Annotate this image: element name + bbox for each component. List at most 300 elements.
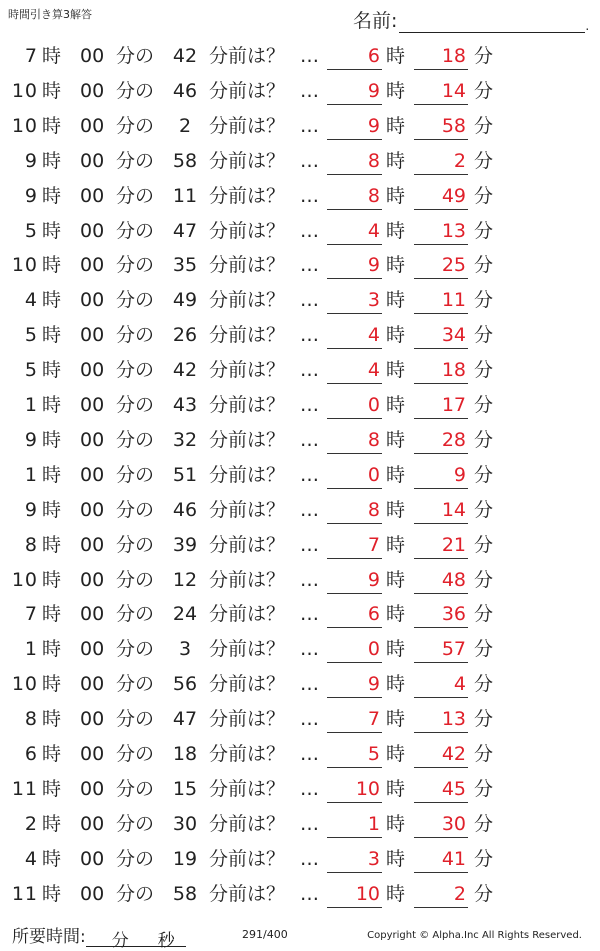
answer-minute-unit: 分	[474, 79, 494, 102]
hour-unit: 時	[42, 498, 62, 521]
problem-hour: 5	[24, 219, 38, 242]
second-unit: 秒	[157, 931, 175, 951]
question-label: 分前は？	[209, 743, 286, 765]
minute-of-label: 分の	[116, 812, 155, 835]
problem-hour: 11	[11, 882, 38, 905]
minute-of-label: 分の	[116, 777, 155, 800]
worksheet-title: 時間引き算3解答	[8, 8, 92, 21]
minute-of-label: 分の	[116, 254, 155, 277]
answer-minute: 36	[414, 601, 468, 628]
question-label: 分前は？	[209, 603, 286, 626]
problem-hour: 10	[11, 79, 38, 102]
problem-minutes-before: 42	[172, 359, 198, 382]
answer-hour: 7	[327, 532, 382, 559]
hour-unit: 時	[42, 708, 62, 731]
copyright: Copyright © Alpha.Inc All Rights Reserved.	[367, 930, 582, 941]
answer-minute-unit: 分	[474, 603, 494, 626]
answer-minute: 45	[414, 776, 468, 803]
answer-hour-unit: 時	[386, 812, 406, 835]
ellipsis: …	[300, 673, 319, 696]
answer-minute-unit: 分	[474, 568, 494, 591]
ellipsis: …	[300, 254, 319, 277]
problem-zero-minutes: 00	[80, 463, 105, 486]
answer-minute-unit: 分	[474, 812, 494, 835]
minute-of-label: 分の	[116, 79, 155, 102]
problem-zero-minutes: 00	[80, 219, 105, 242]
ellipsis: …	[300, 394, 319, 416]
answer-hour: 4	[327, 357, 382, 384]
problem-row	[0, 877, 600, 912]
answer-minute-unit: 分	[474, 428, 494, 451]
ellipsis: …	[300, 79, 319, 102]
problem-minutes-before: 3	[178, 638, 192, 661]
answer-minute: 28	[414, 427, 468, 454]
problem-row	[0, 772, 600, 807]
problem-row	[0, 144, 600, 179]
problem-zero-minutes: 00	[80, 289, 105, 312]
problem-minutes-before: 39	[172, 533, 198, 556]
answer-minute-unit: 分	[474, 847, 494, 870]
problem-row	[0, 737, 600, 772]
answer-minute: 34	[414, 322, 468, 349]
minute-of-label: 分の	[116, 603, 155, 626]
minute-unit: 分	[111, 931, 129, 951]
problem-row	[0, 74, 600, 109]
ellipsis: …	[300, 463, 319, 486]
problem-hour: 11	[11, 777, 38, 800]
question-label: 分前は？	[209, 847, 286, 870]
answer-hour: 0	[327, 392, 382, 419]
answer-hour-unit: 時	[386, 114, 406, 137]
question-label: 分前は？	[209, 708, 286, 731]
answer-hour-unit: 時	[386, 149, 406, 172]
problem-minutes-before: 12	[172, 568, 198, 591]
question-label: 分前は？	[209, 149, 286, 172]
answer-hour: 9	[327, 78, 382, 105]
ellipsis: …	[300, 219, 319, 242]
problem-minutes-before: 46	[172, 498, 198, 521]
answer-hour-unit: 時	[386, 673, 406, 696]
answer-minute: 48	[414, 567, 468, 594]
minute-of-label: 分の	[116, 673, 155, 696]
ellipsis: …	[300, 882, 319, 905]
answer-minute-unit: 分	[474, 45, 494, 67]
problem-zero-minutes: 00	[80, 254, 105, 277]
problem-minutes-before: 42	[172, 45, 198, 67]
problem-row	[0, 702, 600, 737]
problem-hour: 10	[11, 673, 38, 696]
ellipsis: …	[300, 289, 319, 312]
answer-hour: 1	[327, 811, 382, 838]
hour-unit: 時	[42, 149, 62, 172]
answer-minute: 2	[414, 881, 468, 908]
hour-unit: 時	[42, 777, 62, 800]
answer-hour-unit: 時	[386, 568, 406, 591]
problem-zero-minutes: 00	[80, 708, 105, 731]
hour-unit: 時	[42, 812, 62, 835]
problem-hour: 9	[24, 428, 38, 451]
answer-minute-unit: 分	[474, 254, 494, 277]
answer-hour-unit: 時	[386, 394, 406, 416]
problem-zero-minutes: 00	[80, 847, 105, 870]
problem-zero-minutes: 00	[80, 743, 105, 765]
answer-hour-unit: 時	[386, 708, 406, 731]
name-label: 名前:	[353, 10, 398, 32]
answer-minute-unit: 分	[474, 638, 494, 661]
problem-zero-minutes: 00	[80, 812, 105, 835]
ellipsis: …	[300, 149, 319, 172]
problem-row	[0, 353, 600, 388]
answer-minute: 25	[414, 252, 468, 279]
question-label: 分前は？	[209, 254, 286, 277]
answer-hour: 4	[327, 322, 382, 349]
problem-row	[0, 667, 600, 702]
hour-unit: 時	[42, 45, 62, 67]
problem-zero-minutes: 00	[80, 149, 105, 172]
answer-hour: 8	[327, 427, 382, 454]
ellipsis: …	[300, 359, 319, 382]
minute-of-label: 分の	[116, 114, 155, 137]
answer-hour-unit: 時	[386, 533, 406, 556]
answer-hour: 10	[327, 776, 382, 803]
ellipsis: …	[300, 812, 319, 835]
problem-hour: 10	[11, 254, 38, 277]
answer-minute-unit: 分	[474, 777, 494, 800]
problem-hour: 7	[24, 603, 38, 626]
answer-hour-unit: 時	[386, 847, 406, 870]
problem-row	[0, 318, 600, 353]
hour-unit: 時	[42, 743, 62, 765]
question-label: 分前は？	[209, 114, 286, 137]
page-number: 291/400	[242, 928, 288, 941]
answer-hour-unit: 時	[386, 79, 406, 102]
hour-unit: 時	[42, 882, 62, 905]
problem-row	[0, 248, 600, 283]
problem-row	[0, 458, 600, 493]
ellipsis: …	[300, 184, 319, 207]
answer-hour: 3	[327, 846, 382, 873]
answer-hour-unit: 時	[386, 324, 406, 347]
problem-minutes-before: 15	[172, 777, 198, 800]
answer-hour-unit: 時	[386, 463, 406, 486]
ellipsis: …	[300, 603, 319, 626]
answer-minute: 18	[414, 357, 468, 384]
question-label: 分前は？	[209, 394, 286, 416]
problem-row	[0, 597, 600, 632]
ellipsis: …	[300, 498, 319, 521]
minute-of-label: 分の	[116, 638, 155, 661]
question-label: 分前は？	[209, 812, 286, 835]
answer-hour-unit: 時	[386, 498, 406, 521]
answer-minute: 30	[414, 811, 468, 838]
answer-minute-unit: 分	[474, 498, 494, 521]
question-label: 分前は？	[209, 219, 286, 242]
problem-hour: 9	[24, 149, 38, 172]
answer-hour-unit: 時	[386, 254, 406, 277]
answer-hour-unit: 時	[386, 603, 406, 626]
problem-minutes-before: 47	[172, 708, 198, 731]
minute-of-label: 分の	[116, 743, 155, 765]
answer-hour-unit: 時	[386, 219, 406, 242]
answer-minute-unit: 分	[474, 359, 494, 382]
problem-zero-minutes: 00	[80, 324, 105, 347]
hour-unit: 時	[42, 638, 62, 661]
problem-row	[0, 388, 600, 423]
hour-unit: 時	[42, 184, 62, 207]
question-label: 分前は？	[209, 882, 286, 905]
problem-minutes-before: 35	[172, 254, 198, 277]
problem-zero-minutes: 00	[80, 777, 105, 800]
answer-minute-unit: 分	[474, 708, 494, 731]
minute-of-label: 分の	[116, 394, 155, 416]
hour-unit: 時	[42, 394, 62, 416]
minute-of-label: 分の	[116, 708, 155, 731]
answer-hour: 0	[327, 636, 382, 663]
hour-unit: 時	[42, 324, 62, 347]
problem-hour: 1	[24, 463, 38, 486]
problem-minutes-before: 43	[172, 394, 198, 416]
problem-minutes-before: 2	[178, 114, 192, 137]
problem-zero-minutes: 00	[80, 45, 105, 67]
ellipsis: …	[300, 568, 319, 591]
problem-hour: 6	[24, 743, 38, 765]
answer-hour: 4	[327, 218, 382, 245]
minute-of-label: 分の	[116, 149, 155, 172]
problem-minutes-before: 18	[172, 743, 198, 765]
answer-minute-unit: 分	[474, 533, 494, 556]
answer-hour: 9	[327, 567, 382, 594]
ellipsis: …	[300, 638, 319, 661]
problem-zero-minutes: 00	[80, 114, 105, 137]
problem-zero-minutes: 00	[80, 184, 105, 207]
answer-hour-unit: 時	[386, 882, 406, 905]
problem-hour: 8	[24, 533, 38, 556]
question-label: 分前は？	[209, 568, 286, 591]
problem-zero-minutes: 00	[80, 638, 105, 661]
problem-row	[0, 493, 600, 528]
problem-hour: 1	[24, 638, 38, 661]
answer-hour-unit: 時	[386, 45, 406, 67]
minute-of-label: 分の	[116, 533, 155, 556]
answer-hour: 9	[327, 671, 382, 698]
answer-hour-unit: 時	[386, 777, 406, 800]
question-label: 分前は？	[209, 533, 286, 556]
problem-minutes-before: 30	[172, 812, 198, 835]
problem-zero-minutes: 00	[80, 673, 105, 696]
answer-minute: 58	[414, 113, 468, 140]
problem-row	[0, 563, 600, 598]
answer-hour-unit: 時	[386, 743, 406, 765]
problem-zero-minutes: 00	[80, 79, 105, 102]
ellipsis: …	[300, 428, 319, 451]
hour-unit: 時	[42, 847, 62, 870]
answer-minute: 14	[414, 78, 468, 105]
ellipsis: …	[300, 45, 319, 67]
answer-minute: 4	[414, 671, 468, 698]
hour-unit: 時	[42, 428, 62, 451]
minute-of-label: 分の	[116, 882, 155, 905]
answer-hour: 9	[327, 113, 382, 140]
problem-hour: 8	[24, 708, 38, 731]
minute-of-label: 分の	[116, 219, 155, 242]
problem-hour: 7	[24, 45, 38, 67]
hour-unit: 時	[42, 254, 62, 277]
problem-row	[0, 807, 600, 842]
answer-minute: 17	[414, 392, 468, 419]
problem-hour: 4	[24, 847, 38, 870]
question-label: 分前は？	[209, 324, 286, 347]
minute-of-label: 分の	[116, 45, 155, 67]
ellipsis: …	[300, 533, 319, 556]
answer-minute: 14	[414, 497, 468, 524]
answer-minute: 2	[414, 148, 468, 175]
answer-minute-unit: 分	[474, 184, 494, 207]
answer-minute: 11	[414, 287, 468, 314]
answer-minute-unit: 分	[474, 463, 494, 486]
problem-zero-minutes: 00	[80, 359, 105, 382]
problem-minutes-before: 56	[172, 673, 198, 696]
question-label: 分前は？	[209, 498, 286, 521]
time-taken	[12, 922, 186, 951]
answer-hour: 3	[327, 287, 382, 314]
hour-unit: 時	[42, 114, 62, 137]
minute-of-label: 分の	[116, 428, 155, 451]
ellipsis: …	[300, 324, 319, 347]
question-label: 分前は？	[209, 463, 286, 486]
hour-unit: 時	[42, 568, 62, 591]
problem-zero-minutes: 00	[80, 428, 105, 451]
problem-hour: 5	[24, 359, 38, 382]
problem-minutes-before: 11	[172, 184, 198, 207]
question-label: 分前は？	[209, 289, 286, 312]
name-line	[399, 14, 585, 33]
problem-hour: 2	[24, 812, 38, 835]
answer-hour: 8	[327, 497, 382, 524]
hour-unit: 時	[42, 463, 62, 486]
answer-minute-unit: 分	[474, 324, 494, 347]
problem-minutes-before: 32	[172, 428, 198, 451]
hour-unit: 時	[42, 79, 62, 102]
answer-hour-unit: 時	[386, 184, 406, 207]
answer-hour-unit: 時	[386, 428, 406, 451]
answer-minute-unit: 分	[474, 673, 494, 696]
minute-of-label: 分の	[116, 463, 155, 486]
answer-hour-unit: 時	[386, 638, 406, 661]
answer-minute: 18	[414, 43, 468, 70]
answer-minute: 49	[414, 183, 468, 210]
answer-minute: 42	[414, 741, 468, 768]
problem-row	[0, 842, 600, 877]
answer-minute-unit: 分	[474, 394, 494, 416]
problem-minutes-before: 51	[172, 463, 198, 486]
problem-minutes-before: 58	[172, 882, 198, 905]
hour-unit: 時	[42, 289, 62, 312]
minute-of-label: 分の	[116, 184, 155, 207]
name-field	[353, 6, 589, 33]
problem-row	[0, 283, 600, 318]
minute-of-label: 分の	[116, 847, 155, 870]
problem-minutes-before: 46	[172, 79, 198, 102]
problem-minutes-before: 19	[172, 847, 198, 870]
time-taken-line	[86, 926, 186, 951]
problem-zero-minutes: 00	[80, 568, 105, 591]
answer-hour: 8	[327, 183, 382, 210]
problem-row	[0, 179, 600, 214]
answer-minute-unit: 分	[474, 114, 494, 137]
problem-zero-minutes: 00	[80, 394, 105, 416]
minute-of-label: 分の	[116, 359, 155, 382]
answer-hour: 0	[327, 462, 382, 489]
answer-hour: 6	[327, 43, 382, 70]
answer-hour: 7	[327, 706, 382, 733]
question-label: 分前は？	[209, 45, 286, 67]
problem-hour: 1	[24, 394, 38, 416]
problem-minutes-before: 26	[172, 324, 198, 347]
problem-row	[0, 109, 600, 144]
answer-minute: 13	[414, 706, 468, 733]
problem-row	[0, 39, 600, 74]
problem-hour: 5	[24, 324, 38, 347]
answer-minute: 57	[414, 636, 468, 663]
time-taken-label: 所要時間:	[12, 927, 86, 947]
question-label: 分前は？	[209, 638, 286, 661]
answer-minute-unit: 分	[474, 289, 494, 312]
problem-hour: 10	[11, 568, 38, 591]
problem-minutes-before: 49	[172, 289, 198, 312]
problem-zero-minutes: 00	[80, 498, 105, 521]
problem-minutes-before: 47	[172, 219, 198, 242]
ellipsis: …	[300, 777, 319, 800]
question-label: 分前は？	[209, 79, 286, 102]
problem-hour: 10	[11, 114, 38, 137]
problem-row	[0, 214, 600, 249]
answer-hour-unit: 時	[386, 289, 406, 312]
problem-row	[0, 423, 600, 458]
question-label: 分前は？	[209, 359, 286, 382]
minute-of-label: 分の	[116, 289, 155, 312]
answer-minute: 41	[414, 846, 468, 873]
hour-unit: 時	[42, 219, 62, 242]
problem-minutes-before: 58	[172, 149, 198, 172]
name-end-dot: .	[585, 19, 590, 33]
answer-minute-unit: 分	[474, 743, 494, 765]
minute-of-label: 分の	[116, 568, 155, 591]
answer-hour: 5	[327, 741, 382, 768]
ellipsis: …	[300, 708, 319, 731]
problem-zero-minutes: 00	[80, 533, 105, 556]
answer-hour: 8	[327, 148, 382, 175]
problem-hour: 9	[24, 184, 38, 207]
problem-minutes-before: 24	[172, 603, 198, 626]
hour-unit: 時	[42, 673, 62, 696]
answer-minute-unit: 分	[474, 219, 494, 242]
question-label: 分前は？	[209, 777, 286, 800]
minute-of-label: 分の	[116, 498, 155, 521]
hour-unit: 時	[42, 533, 62, 556]
problem-hour: 9	[24, 498, 38, 521]
problem-zero-minutes: 00	[80, 882, 105, 905]
hour-unit: 時	[42, 359, 62, 382]
question-label: 分前は？	[209, 673, 286, 696]
answer-minute-unit: 分	[474, 149, 494, 172]
problem-zero-minutes: 00	[80, 603, 105, 626]
ellipsis: …	[300, 847, 319, 870]
ellipsis: …	[300, 743, 319, 765]
answer-minute: 13	[414, 218, 468, 245]
question-label: 分前は？	[209, 428, 286, 451]
problem-row	[0, 632, 600, 667]
problem-hour: 4	[24, 289, 38, 312]
